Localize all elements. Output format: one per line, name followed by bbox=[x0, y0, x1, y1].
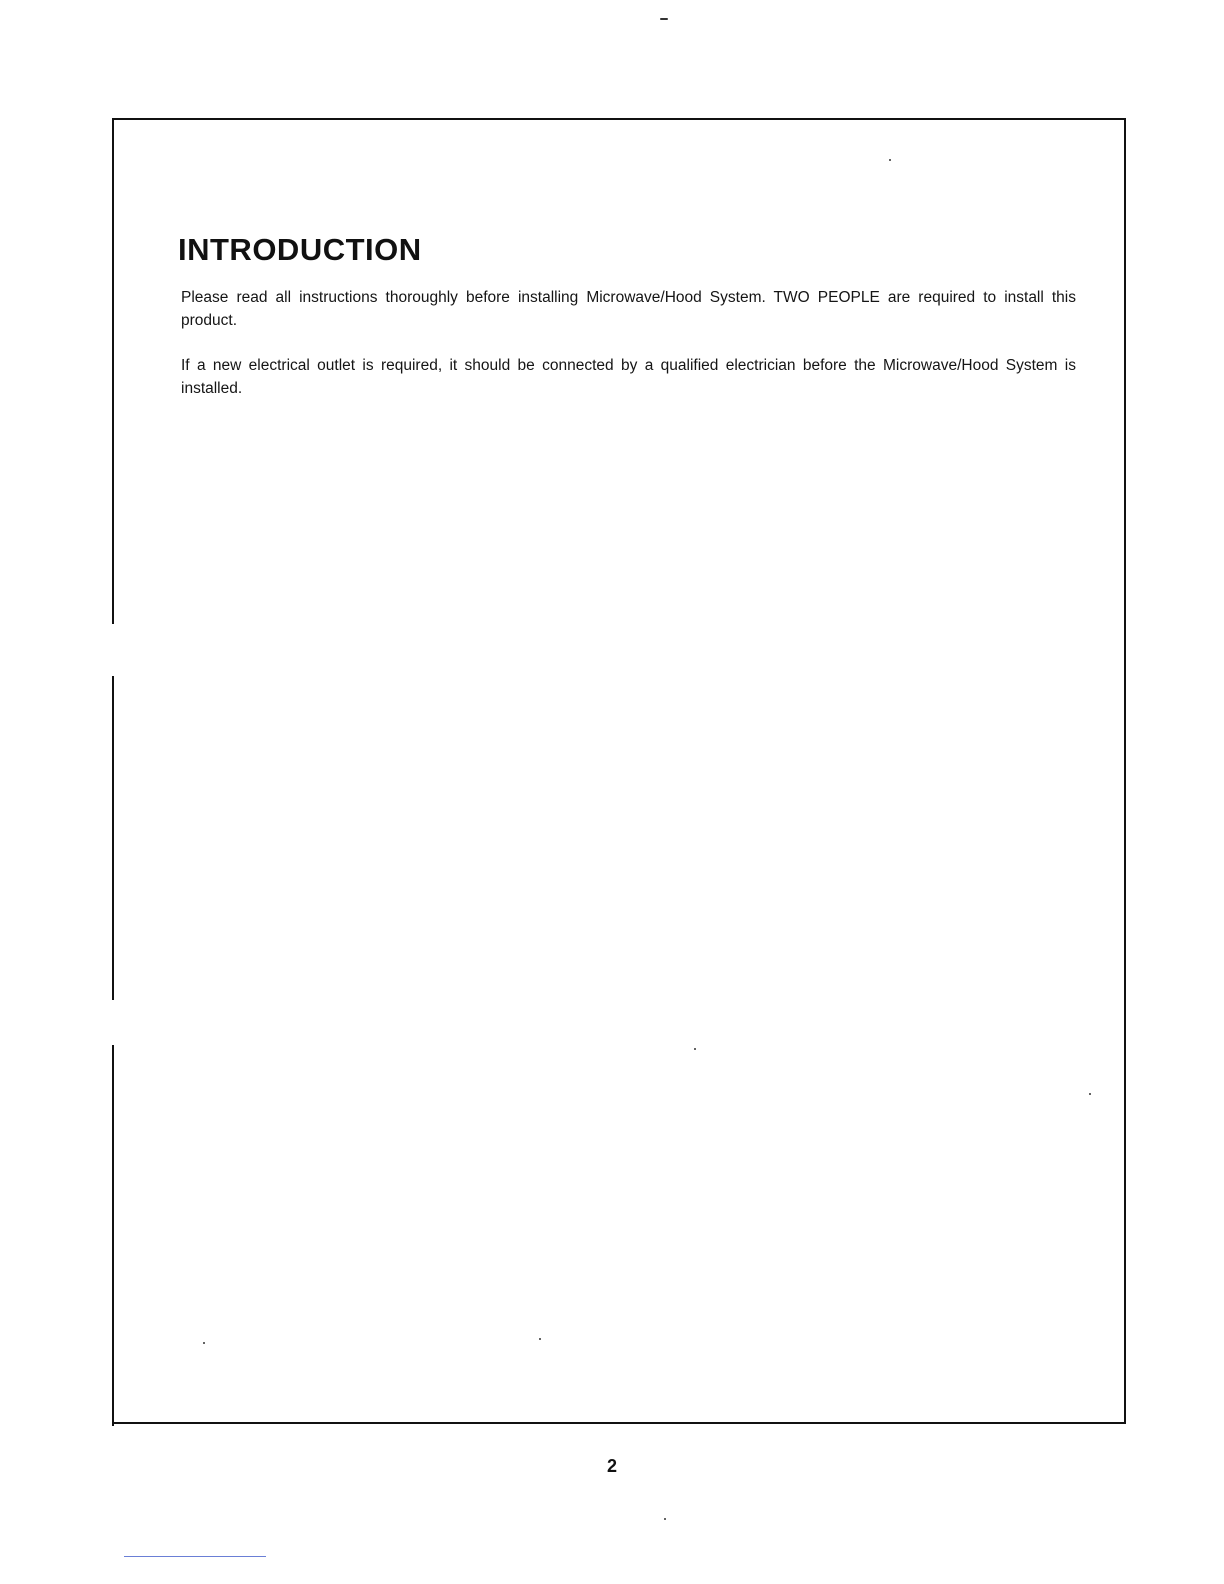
scan-speck bbox=[660, 18, 668, 20]
introduction-section bbox=[178, 232, 1076, 422]
page-border-left-segment bbox=[112, 1045, 114, 1426]
page-border-left-segment bbox=[112, 118, 114, 624]
page-border-left-segment bbox=[112, 676, 114, 1000]
section-heading: INTRODUCTION bbox=[178, 232, 422, 267]
scan-speck bbox=[539, 1338, 541, 1340]
scan-speck bbox=[203, 1342, 205, 1344]
scan-speck bbox=[889, 159, 891, 161]
scan-speck bbox=[694, 1048, 696, 1050]
electrical-outlet-paragraph: If a new electrical outlet is required, it should be connected by a qualified electrician before the Microwave/Hood System is installed. bbox=[181, 357, 1076, 397]
footer-rule bbox=[124, 1556, 266, 1557]
page-number: 2 bbox=[606, 1456, 617, 1476]
intro-paragraph: Please read all instructions thoroughly before installing Microwave/Hood System. TWO PEOPLE are required to install this product. bbox=[181, 289, 1076, 329]
scan-speck bbox=[1089, 1093, 1091, 1095]
scan-speck bbox=[664, 1518, 666, 1520]
